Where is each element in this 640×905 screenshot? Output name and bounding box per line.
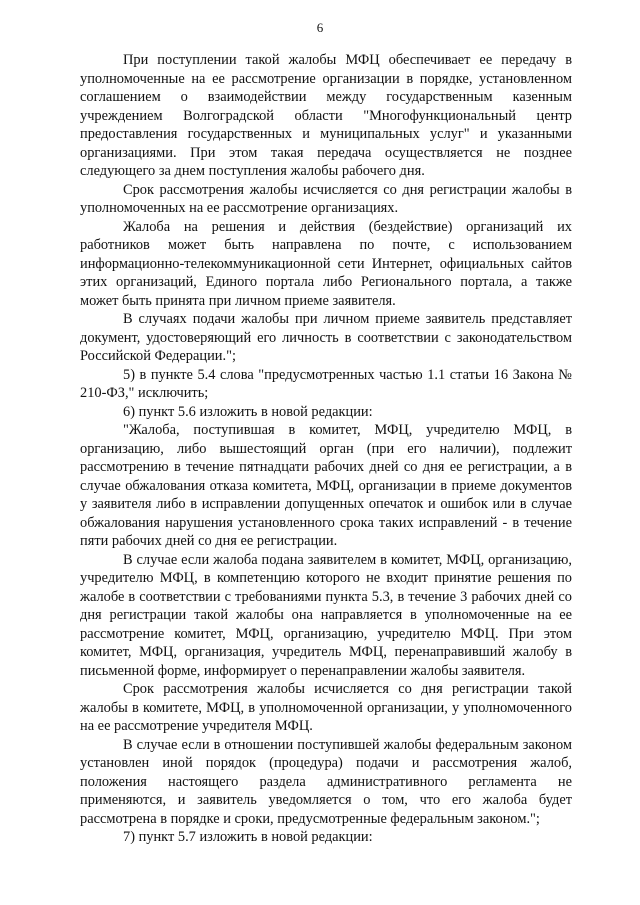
paragraph-item-6: 6) пункт 5.6 изложить в новой редакции: — [123, 403, 373, 420]
paragraph-personal-reception: В случаях подачи жалобы при личном приеме заявитель представляет документ, удостоверяющий его личность в соответствии с законодательством Российской Федерации."; — [80, 311, 572, 364]
paragraph-item-7: 7) пункт 5.7 изложить в новой редакции: — [123, 829, 373, 845]
paragraph-complaint-redirect: В случае если жалоба подана заявителем в комитет, МФЦ, организацию, учредителю МФЦ, в компетенцию которого не входит принятие решения по жалобе в соответствии с требованиями пункта 5.3, в течение 3 рабочих дней со дня регистрации такой жалобы она направляется в уполномоченные на ее рассмотрение комитет, МФЦ, организацию, учредителю МФЦ. При этом комитет, МФЦ, организация, учредитель МФЦ, перенаправивший жалобу в письменной форме, информирует о перенаправлении жалобы заявителя. — [80, 551, 572, 679]
document-body — [80, 51, 572, 847]
paragraph-review-term-start: Срок рассмотрения жалобы исчисляется со дня регистрации такой жалобы в комитете, МФЦ, в уполномоченной организации, у уполномоченного на ее рассмотрение учредителя МФЦ. — [80, 681, 572, 734]
paragraph-review-term: Срок рассмотрения жалобы исчисляется со дня регистрации жалобы в уполномоченных на ее рассмотрение организациях. — [80, 181, 572, 216]
paragraph-federal-law-procedure: В случае если в отношении поступившей жалобы федеральным законом установлен иной порядок (процедура) подачи и рассмотрения жалоб, положения настоящего раздела административного регламента не применяются, и заявитель уведомляется о том, что его жалоба будет рассмотрена в порядке и сроки, предусмотренные федеральным законом."; — [80, 736, 572, 827]
page-number: 6 — [316, 20, 324, 35]
paragraph-complaint-channels: Жалоба на решения и действия (бездействие) организаций их работников может быть направлена по почте, с использованием информационно-телекоммуникационной сети Интернет, официальных сайтов этих организаций, Единого портала либо Регионального портала, а также может быть принята при личном приеме заявителя. — [80, 218, 572, 309]
paragraph-complaint-transfer: При поступлении такой жалобы МФЦ обеспечивает ее передачу в уполномоченные на ее рассмотрение организации в порядке, установленном соглашением о взаимодействии между государственным казенным учреждением Волгоградской области "Многофункциональный центр предоставления государственных и муниципальных услуг" и указанными организациями. При этом такая передача осуществляется не позднее следующего за днем поступления жалобы рабочего дня. — [80, 52, 572, 179]
paragraph-item-5: 5) в пункте 5.4 слова "предусмотренных частью 1.1 статьи 16 Закона № 210-ФЗ," исключить; — [80, 366, 572, 401]
paragraph-complaint-review-period: "Жалоба, поступившая в комитет, МФЦ, учредителю МФЦ, в организацию, либо вышестоящий орган (при его наличии), подлежит рассмотрению в течение пятнадцати рабочих дней со дня ее регистрации, а в случае обжалования отказа комитета, МФЦ, организации в приеме документов у заявителя либо в исправлении допущенных опечаток и ошибок или в случае обжалования нарушения установленного срока таких исправлений - в течение пяти рабочих дней со дня ее регистрации. — [80, 422, 572, 549]
